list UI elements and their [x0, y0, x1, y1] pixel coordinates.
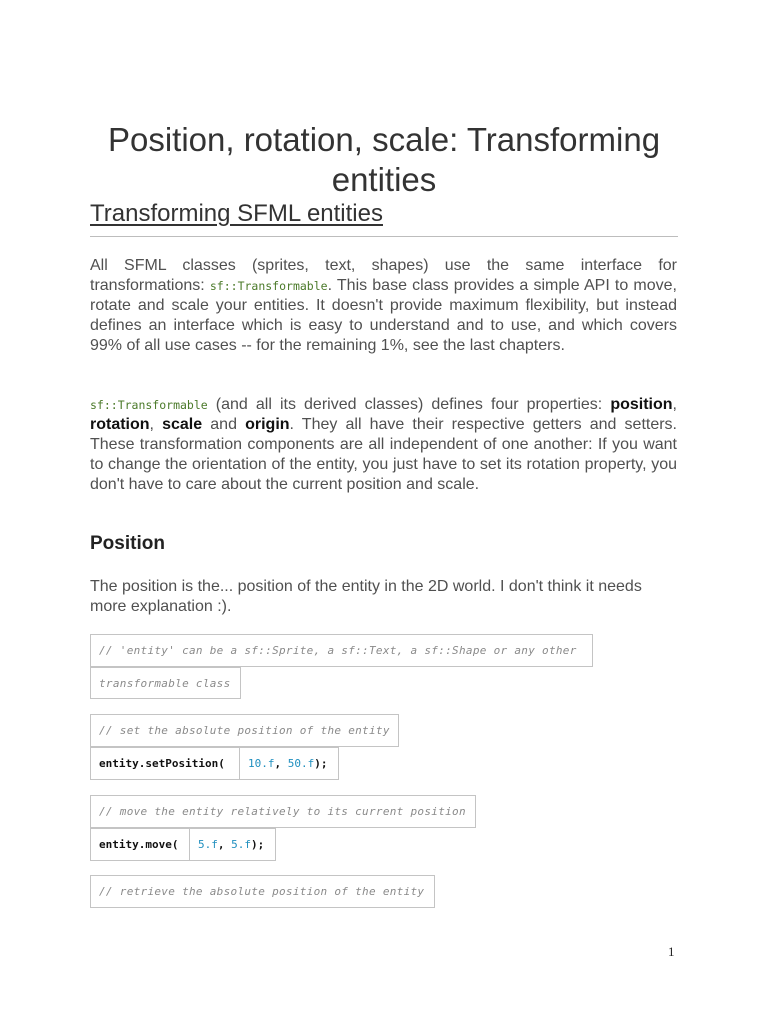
- code-punct: );: [251, 838, 265, 851]
- code-comment-set-position: [90, 714, 399, 747]
- intro-code-transformable: sf::Transformable: [209, 279, 328, 293]
- section-divider: [90, 236, 678, 237]
- props-sep-1: ,: [672, 396, 677, 413]
- code-number: 10.f: [248, 757, 275, 770]
- code-comment-text: transformable class: [99, 676, 231, 690]
- prop-scale: scale: [162, 416, 203, 433]
- props-text-2: . They all have their respective getters and setters. These transformation components are all independent of one another: If you want to change the orientation of the entity, you just have to set its rotation property, you don't have to care about the current position and scale.: [90, 416, 678, 493]
- code-punct: ,: [217, 838, 232, 851]
- code-punct: );: [314, 757, 328, 770]
- intro-text-1: All SFML classes (sprites, text, shapes) use the same interface for transformations:: [90, 257, 677, 294]
- code-comment-text: // set the absolute position of the entity: [99, 724, 390, 737]
- code-comment-text: // 'entity' can be a sf::Sprite, a sf::Text, a sf::Shape or any other: [99, 644, 577, 657]
- page-title: Position, rotation, scale: Transforming entities: [107, 121, 661, 198]
- position-paragraph: The position is the... position of the entity in the 2D world. I don't think it needs more explanation :).: [90, 578, 642, 615]
- code-number: 50.f: [287, 757, 315, 770]
- prop-rotation: rotation: [90, 416, 150, 433]
- code-comment-text: // retrieve the absolute position of the entity: [99, 885, 425, 898]
- code-function: entity.setPosition(: [99, 757, 225, 770]
- props-and: and: [202, 416, 246, 433]
- intro-paragraph: [90, 256, 677, 356]
- page-number: 1: [668, 944, 675, 959]
- code-punct: ,: [274, 757, 288, 770]
- code-comment-get-position: [90, 875, 435, 908]
- code-comment-continuation: [90, 667, 241, 699]
- code-comment-move: [90, 795, 476, 828]
- code-set-position-args: [239, 747, 339, 780]
- props-text-1: (and all its derived classes) defines four properties:: [207, 396, 611, 413]
- props-code-transformable: sf::Transformable: [90, 398, 208, 412]
- properties-paragraph: [90, 395, 677, 495]
- code-number: 5.f: [198, 838, 218, 851]
- code-move-call: [90, 828, 190, 861]
- code-set-position-call: [90, 747, 240, 780]
- position-heading: Position: [90, 533, 165, 554]
- code-function: entity.move(: [99, 838, 179, 851]
- props-sep-2: ,: [149, 416, 163, 433]
- code-number: 5.f: [231, 838, 251, 851]
- code-comment-text: // move the entity relatively to its current position: [99, 805, 466, 818]
- code-move-args: [189, 828, 276, 861]
- prop-position: position: [610, 396, 673, 413]
- code-comment-entity-types: [90, 634, 593, 667]
- prop-origin: origin: [245, 416, 290, 433]
- section-title: Transforming SFML entities: [90, 200, 383, 227]
- intro-text-2: . This base class provides a simple API to move, rotate and scale your entities. It doesn't provide maximum flexibility, but instead defines an interface which is easy to understand and to use, and which covers 99% of all use cases -- for the remaining 1%, see the last chapters.: [90, 277, 678, 354]
